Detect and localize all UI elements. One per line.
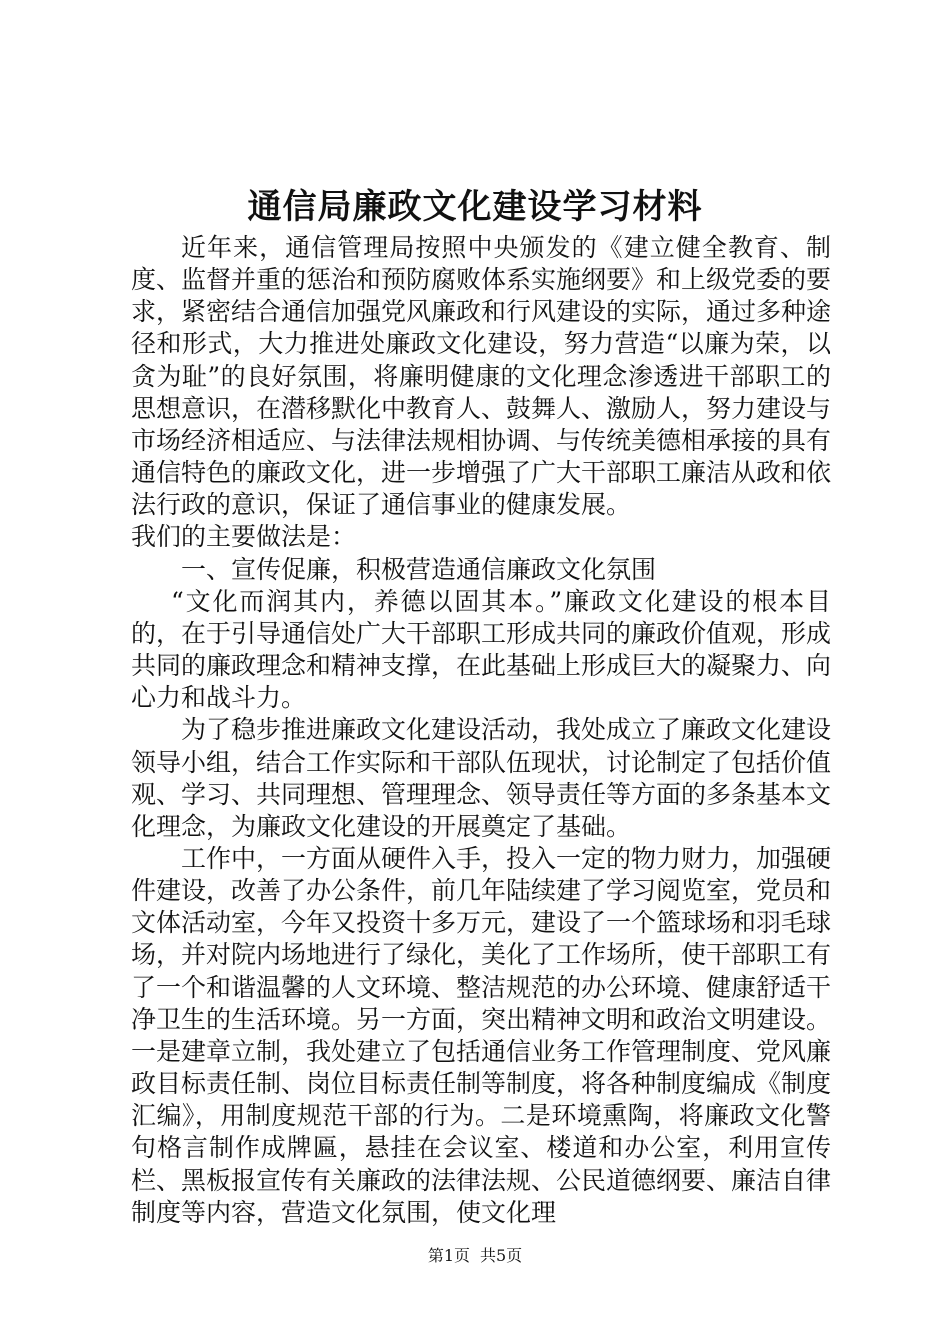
paragraph-work-measures: 工作中，一方面从硬件入手，投入一定的物力财力，加强硬件建设，改善了办公条件，前几年陆续建了学习阅览室，党员和文体活动室，今年又投资十多万元，建设了一个篮球场和羽毛球场，并对院内场地进行了绿化，美化了工作场所，使干部职工有了一个和谐温馨的人文环境、整洁规范的办公环境、健康舒适干净卫生的生活环境。另一方面，突出精神文明和政治文明建设。一是建章立制，我处建立了包括通信业务工作管理制度、党风廉政目标责任制、岗位目标责任制等制度，将各种制度编成《制度汇编》，用制度规范干部的行为。二是环境熏陶，将廉政文化警句格言制作成牌匾，悬挂在会议室、楼道和办公室，利用宣传栏、黑板报宣传有关廉政的法律法规、公民道德纲要、廉洁自律制度等内容，营造文化氛围，使文化理 [131, 843, 832, 1227]
page-number-current: 第1页 [427, 1246, 470, 1265]
document-title: 通信局廉政文化建设学习材料 [247, 187, 703, 227]
page-footer [0, 1245, 950, 1267]
paragraph-intro: 近年来，通信管理局按照中央颁发的《建立健全教育、制度、监督并重的惩治和预防腐败体系实施纲要》和上级党委的要求，紧密结合通信加强党风廉政和行风建设的实际，通过多种途径和形式，大力推进处廉政文化建设，努力营造“以廉为荣，以贪为耻”的良好氛围，将廉明健康的文化理念渗透进干部职工的思想意识，在潜移默化中教育人、鼓舞人、激励人，努力建设与市场经济相适应、与法律法规相协调、与传统美德相承接的具有通信特色的廉政文化，进一步增强了广大干部职工廉洁从政和依法行政的意识，保证了通信事业的健康发展。 [131, 233, 832, 520]
page-number-total: 共5页 [480, 1246, 523, 1265]
document-body [131, 232, 831, 1229]
paragraph-quote: “文化而润其内，养德以固其本。”廉政文化建设的根本目的，在于引导通信处广大干部职工形成共同的廉政价值观，形成共同的廉政理念和精神支撑，在此基础上形成巨大的凝聚力、向心力和战斗力。 [131, 586, 832, 713]
section-heading-1: 一、宣传促廉，积极营造通信廉政文化氛围 [181, 554, 657, 584]
paragraph-lead-in: 我们的主要做法是： [131, 522, 357, 552]
paragraph-leadership-group: 为了稳步推进廉政文化建设活动，我处成立了廉政文化建设领导小组，结合工作实际和干部队伍现状，讨论制定了包括价值观、学习、共同理想、管理理念、领导责任等方面的多条基本文化理念，为廉政文化建设的开展奠定了基础。 [131, 715, 832, 841]
